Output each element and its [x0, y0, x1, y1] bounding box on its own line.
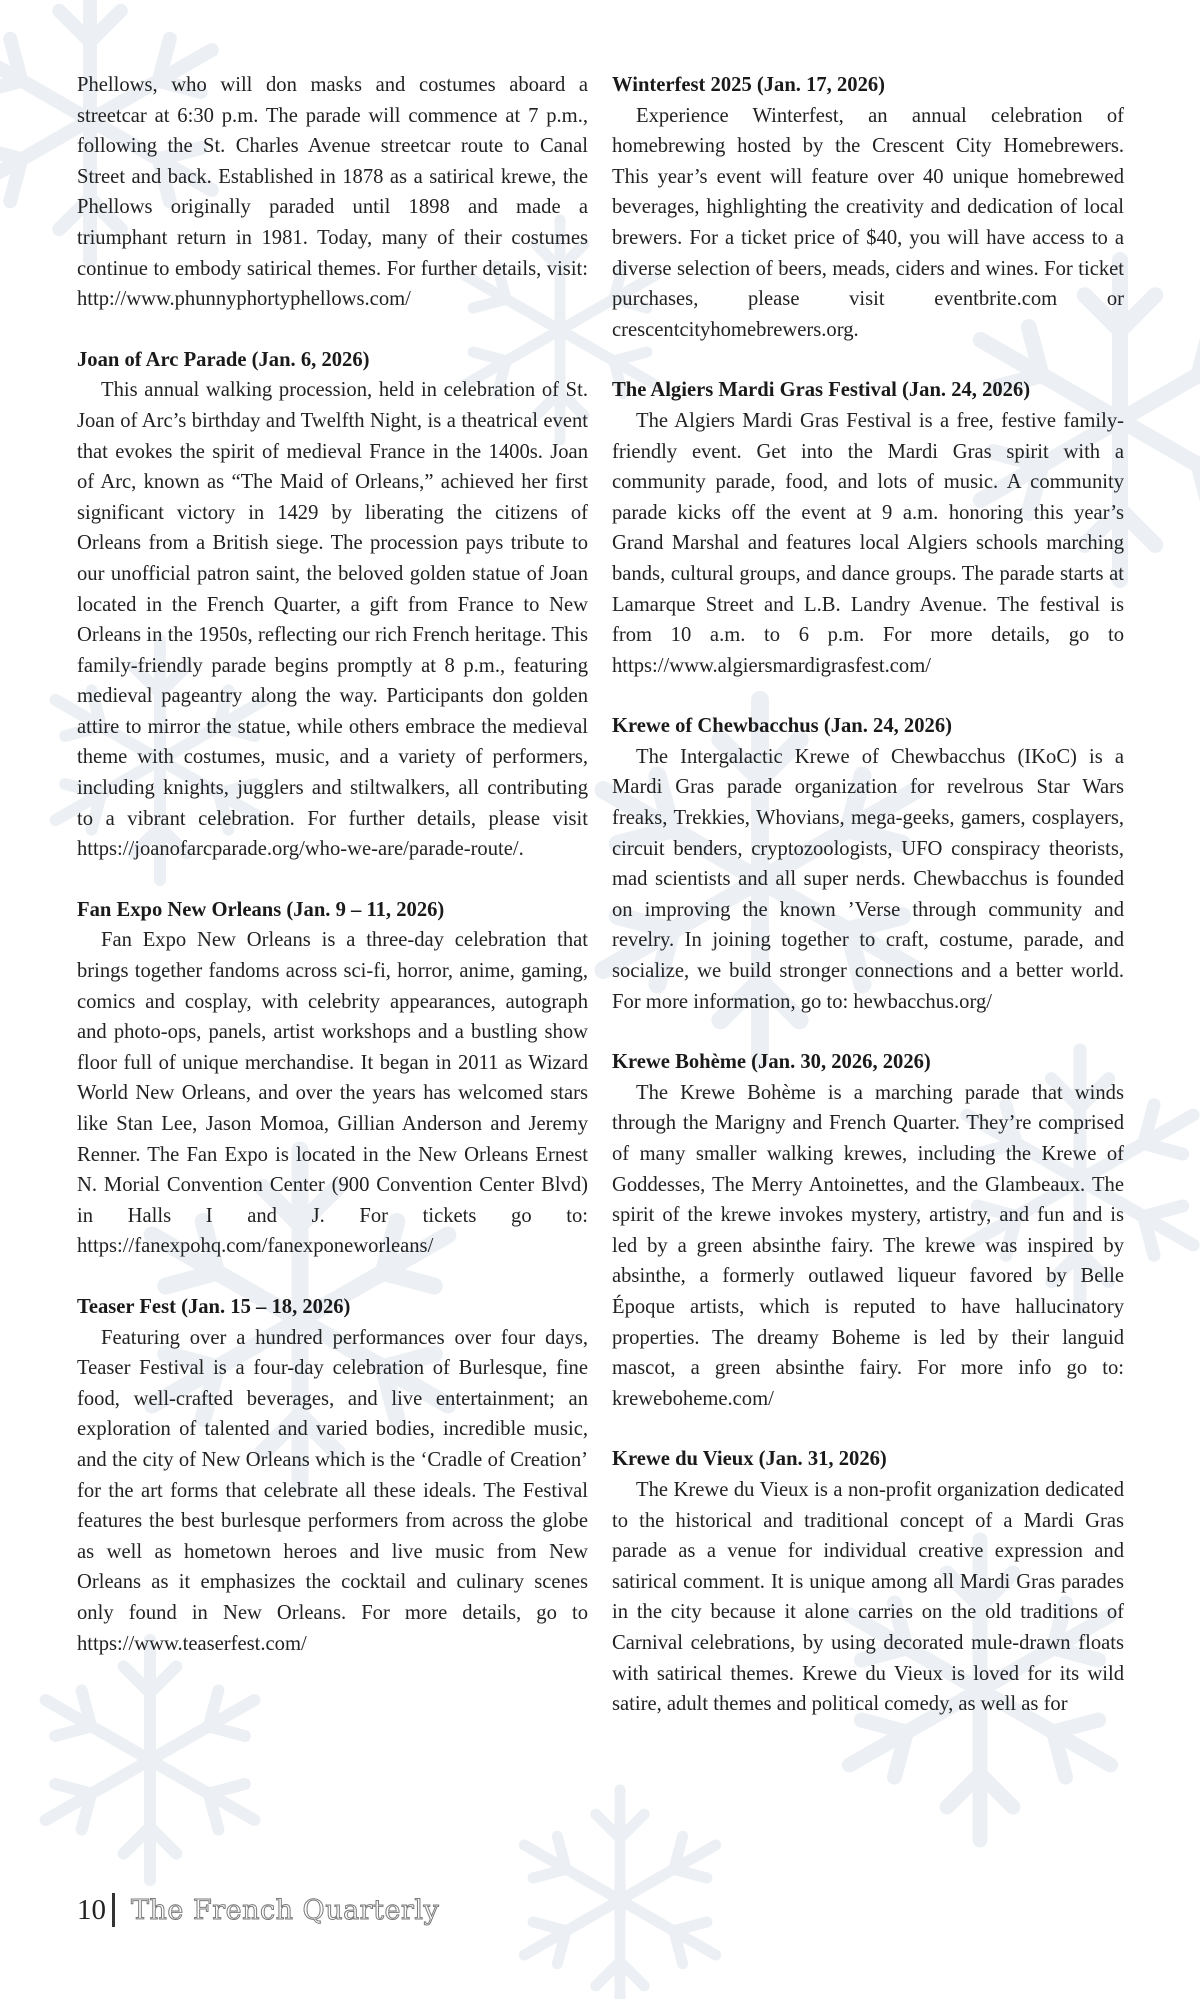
footer-divider: [112, 1893, 115, 1927]
article-joan-of-arc: [77, 345, 588, 865]
article-body: The Intergalactic Krewe of Chewbacchus (IKoC) is a Mardi Gras parade organization for revelrous Star Wars freaks, Trekkies, Whovians, mega-geeks, gamers, cosplayers, circuit benders, cryptozoologists, UFO conspiracy theorists, mad scientists and all super nerds. Chewbacchus is founded on improving the known ’Verse through community and revelry. In joining together to craft, costume, parade, and socialize, we build stronger connections and a better world. For more information, go to: hewbacchus.org/: [612, 745, 1124, 1013]
article-body: The Krewe du Vieux is a non-profit organization dedicated to the historical and traditional concept of a Mardi Gras parade as a venue for individual creative expression and satirical comment. It is unique among all Mardi Gras parades in the city because it alone carries on the old traditions of Carnival celebrations, by using decorated mule-drawn floats with satirical themes. Krewe du Vieux is loved for its wild satire, adult themes and political comedy, as well as for: [612, 1478, 1124, 1716]
article-heading: The Algiers Mardi Gras Festival (Jan. 24, 2026): [612, 379, 1031, 402]
article-body: The Krewe Bohème is a marching parade that winds through the Marigny and French Quarter. They’re comprised of many smaller walking krewes, including the Krewe of Goddesses, The Merry Antoinettes, and the Glambeaux. The spirit of the krewe invokes mystery, artistry, and fun and is led by a green absinthe fairy. The krewe was inspired by absinthe, a formerly outlawed liqueur favored by Belle Époque artists, which is reputed to have hallucinatory properties. The dreamy Boheme is led by their languid mascot, a green absinthe fairy. For more info go to: kreweboheme.com/: [612, 1081, 1124, 1410]
article-teaser-fest: [77, 1292, 588, 1659]
article-body: The Algiers Mardi Gras Festival is a free, festive family-friendly event. Get into the Mardi Gras spirit with a community parade, food, and lots of music. A community parade kicks off the event at 9 a.m. honoring this year’s Grand Marshal and features local Algiers schools marching bands, cultural groups, and dance groups. The parade starts at Lamarque Street and L.B. Landry Avenue. The festival is from 10 a.m. to 6 p.m. For more details, go to https://www.algiersmardigrasfest.com/: [612, 409, 1124, 677]
article-phellows: [77, 70, 588, 315]
article-body: Experience Winterfest, an annual celebration of homebrewing hosted by the Crescent City Homebrewers. This year’s event will feature over 40 unique homebrewed beverages, highlighting the creativity and dedication of local brewers. For a ticket price of $40, you will have access to a diverse selection of beers, meads, ciders and wines. For ticket purchases, please visit eventbrite.com or crescentcityhomebrewers.org.: [612, 104, 1124, 341]
article-heading: Krewe of Chewbacchus (Jan. 24, 2026): [612, 715, 952, 738]
article-heading: Joan of Arc Parade (Jan. 6, 2026): [77, 348, 370, 371]
publication-title: The French Quarterly: [131, 1894, 440, 1926]
article-body: Phellows, who will don masks and costumes aboard a streetcar at 6:30 p.m. The parade will commence at 7 p.m., following the St. Charles Avenue streetcar route to Canal Street and back. Established in 1878 as a satirical krewe, the Phellows originally paraded until 1898 and made a triumphant return in 1981. Today, many of their costumes continue to embody satirical themes. For further details, visit: http://www.phunnyphortyphellows.com/: [77, 74, 588, 311]
right-column: [612, 70, 1124, 1750]
page-footer: [77, 1893, 439, 1927]
snowflake-icon: [524, 1790, 715, 1999]
article-krewe-du-vieux: [612, 1444, 1124, 1719]
article-heading: Winterfest 2025 (Jan. 17, 2026): [612, 74, 886, 96]
article-heading: Krewe Bohème (Jan. 30, 2026, 2026): [612, 1051, 931, 1074]
article-body: This annual walking procession, held in celebration of St. Joan of Arc’s birthday and Twelfth Night, is a theatrical event that evokes the spirit of medieval France in the 1400s. Joan of Arc, known as “The Maid of Orleans,” achieved her first significant victory in 1429 by liberating the citizens of Orleans from a British siege. The procession pays tribute to our unofficial patron saint, the beloved golden statue of Joan located in the French Quarter, a gift from France to New Orleans in the 1950s, reflecting our rich French heritage. This family-friendly parade begins promptly at 8 p.m., featuring medieval pageantry along the way. Participants don golden attire to mirror the statue, while others embrace the medieval theme with costumes, music, and a variety of performers, including knights, jugglers and stiltwalkers, all contributing to a vibrant celebration. For further details, please visit https://joanofarcparade.org/who-we-are/parade-route/.: [77, 379, 588, 861]
article-body: Fan Expo New Orleans is a three-day celebration that brings together fandoms across sci-fi, horror, anime, gaming, comics and cosplay, with celebrity appearances, autograph and photo-ops, panels, artist workshops and a bustling show floor full of unique merchandise. It began in 2011 as Wizard World New Orleans, and over the years has welcomed stars like Stan Lee, Jason Momoa, Gillian Anderson and Jeremy Renner. The Fan Expo is located in the New Orleans Ernest N. Morial Convention Center (900 Convention Center Blvd) in Halls I and J. For tickets go to: https://fanexpohq.com/fanexponeworleans/: [77, 929, 588, 1258]
article-chewbacchus: [612, 711, 1124, 1017]
page-number: 10: [77, 1893, 106, 1926]
article-heading: Fan Expo New Orleans (Jan. 9 – 11, 2026): [77, 898, 445, 921]
article-algiers: [612, 375, 1124, 681]
article-boheme: [612, 1047, 1124, 1414]
article-body: Featuring over a hundred performances over four days, Teaser Festival is a four-day celebration of Burlesque, fine food, well-crafted beverages, and live entertainment; an exploration of talented and varied bodies, incredible music, and the city of New Orleans which is the ‘Cradle of Creation’ for the art forms that celebrate all these ideals. The Festival features the best burlesque performers from across the globe as well as hometown heroes and live music from New Orleans as it emphasizes the cocktail and culinary scenes only found in New Orleans. For more details, go to https://www.teaserfest.com/: [77, 1326, 588, 1655]
left-column: [77, 70, 588, 1689]
article-fan-expo: [77, 895, 588, 1262]
article-heading: Krewe du Vieux (Jan. 31, 2026): [612, 1448, 887, 1471]
article-winterfest: [612, 70, 1124, 345]
article-heading: Teaser Fest (Jan. 15 – 18, 2026): [77, 1295, 351, 1318]
